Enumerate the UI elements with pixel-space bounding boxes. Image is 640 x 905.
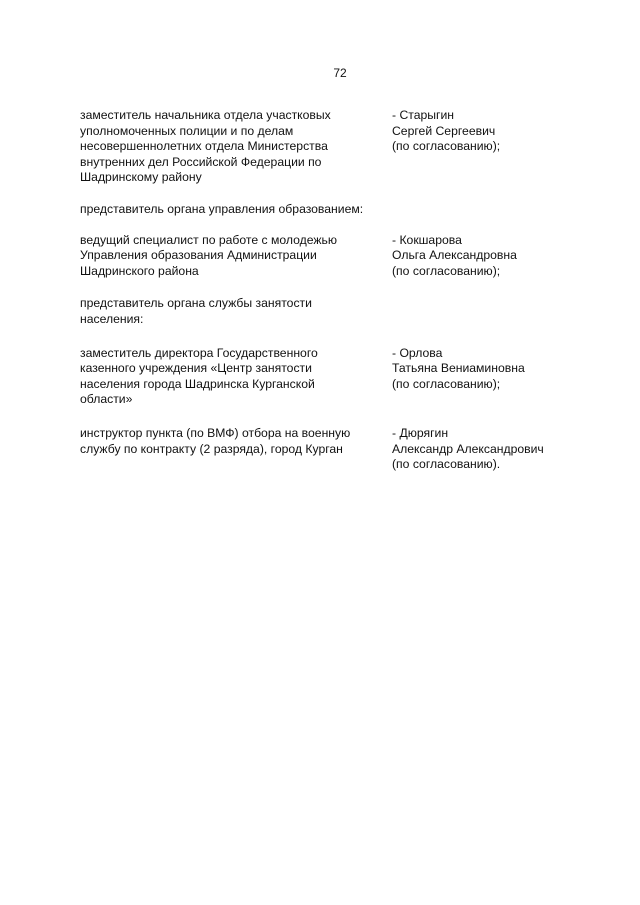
member-entry xyxy=(80,346,580,408)
member-name: - Орлова Татьяна Вениаминовна (по согласованию); xyxy=(392,345,525,391)
section-heading: представитель органа управления образованием: xyxy=(80,201,364,216)
commission-member-list xyxy=(80,108,580,472)
member-position: заместитель начальника отдела участковых уполномоченных полиции и по делам несовершеннолетних отдела Министерства внутренних дел Российской Федерации по Шадринскому району xyxy=(80,108,331,185)
member-name: - Старыгин Сергей Сергеевич (по согласованию); xyxy=(392,108,501,154)
member-name: - Кокшарова Ольга Александровна (по согласованию); xyxy=(392,232,517,278)
member-position: инструктор пункта (по ВМФ) отбора на военную службу по контракту (2 разряда), город Курган xyxy=(80,425,351,456)
member-entry xyxy=(80,233,580,280)
member-entry xyxy=(80,108,580,186)
member-position: заместитель директора Государственного казенного учреждения «Центр занятости населения города Шадринска Курганской области» xyxy=(80,345,318,407)
member-name: - Дюрягин Александр Александрович (по согласованию). xyxy=(392,425,544,472)
member-entry xyxy=(80,425,580,472)
page-number: 72 xyxy=(333,66,347,80)
member-position: ведущий специалист по работе с молодежью Управления образования Администрации Шадринского района xyxy=(80,232,338,278)
section-heading: представитель органа службы занятости населения: xyxy=(80,296,312,326)
